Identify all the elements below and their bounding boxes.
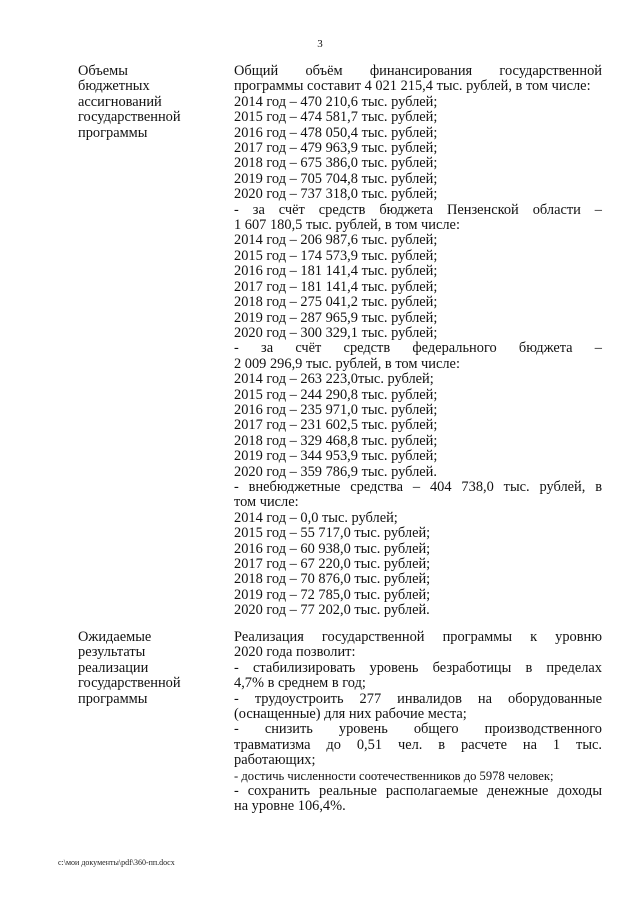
result-item-line: работающих; [234, 752, 316, 769]
year-line: 2017 год – 231 602,5 тыс. рублей; [234, 417, 438, 434]
label-line: Ожидаемые [78, 629, 152, 645]
result-item-line: - трудоустроить 277 инвалидов на оборудованные [234, 690, 602, 707]
label-line: реализации [78, 659, 149, 676]
year-line: 2020 год – 737 318,0 тыс. рублей; [234, 186, 438, 203]
year-line: 2017 год – 67 220,0 тыс. рублей; [234, 556, 431, 572]
year-line: 2019 год – 344 953,9 тыс. рублей; [234, 448, 438, 465]
result-item-line: - снизить уровень общего производственного [234, 721, 602, 738]
result-item-line: - сохранить реальные располагаемые денежные доходы [234, 783, 602, 800]
result-item-line: травматизма до 0,51 чел. в расчете на 1 тыс. [234, 736, 602, 753]
budget-section-content [234, 64, 602, 619]
year-line: 2015 год – 474 581,7 тыс. рублей; [234, 109, 438, 126]
label-line: программы [78, 690, 148, 707]
results-section-content [234, 630, 602, 815]
result-item-line: - достичь численности соотечественников до 5978 человек; [234, 768, 554, 783]
year-line: 2019 год – 72 785,0 тыс. рублей; [234, 586, 431, 603]
year-line: 2016 год – 235 971,0 тыс. рублей; [234, 401, 438, 418]
regional-budget-line-1: - за счёт средств бюджета Пензенской области – [234, 201, 602, 218]
year-line: 2016 год – 60 938,0 тыс. рублей; [234, 540, 431, 557]
federal-budget-line-1: - за счёт средств федерального бюджета – [234, 340, 602, 357]
year-line: 2014 год – 470 210,6 тыс. рублей; [234, 93, 438, 110]
year-line: 2016 год – 478 050,4 тыс. рублей; [234, 124, 438, 141]
year-line: 2018 год – 675 386,0 тыс. рублей; [234, 155, 438, 172]
year-line: 2017 год – 181 141,4 тыс. рублей; [234, 278, 438, 295]
label-line: программы [78, 124, 148, 141]
year-line: 2018 год – 329 468,8 тыс. рублей; [234, 432, 438, 449]
label-line: ассигнований [78, 93, 162, 110]
year-line: 2019 год – 287 965,9 тыс. рублей; [234, 309, 438, 326]
result-item-line: (оснащенные) для них рабочие места; [234, 706, 467, 723]
result-item-line: 4,7% в среднем в год; [234, 675, 366, 692]
year-line: 2015 год – 174 573,9 тыс. рублей; [234, 247, 438, 264]
label-line: Объемы [78, 63, 128, 79]
year-line: 2020 год – 359 786,9 тыс. рублей. [234, 463, 437, 480]
label-line: результаты [78, 644, 146, 661]
result-item-line: на уровне 106,4%. [234, 798, 346, 815]
file-path-footer: c:\мои документы\pdf\360-пп.docx [58, 858, 175, 867]
year-line: 2015 год – 244 290,8 тыс. рублей; [234, 386, 438, 403]
year-line: 2017 год – 479 963,9 тыс. рублей; [234, 140, 438, 157]
label-line: государственной [78, 675, 181, 692]
federal-budget-line-2: 2 009 296,9 тыс. рублей, в том числе: [234, 355, 460, 372]
year-line: 2018 год – 275 041,2 тыс. рублей; [234, 294, 438, 311]
page-number: 3 [317, 38, 323, 50]
results-section-label [78, 630, 218, 707]
result-item-line: - стабилизировать уровень безработицы в пределах [234, 659, 602, 676]
year-line: 2019 год – 705 704,8 тыс. рублей; [234, 170, 438, 187]
year-line: 2016 год – 181 141,4 тыс. рублей; [234, 263, 438, 280]
year-line: 2020 год – 77 202,0 тыс. рублей. [234, 602, 430, 619]
total-funding-line-1: Общий объём финансирования государственной [234, 63, 602, 79]
year-line: 2014 год – 0,0 тыс. рублей; [234, 509, 398, 526]
extrabudget-line-2: том числе: [234, 494, 299, 511]
year-line: 2014 год – 263 223,0тыс. рублей; [234, 371, 434, 388]
total-funding-line-2: программы составит 4 021 215,4 тыс. рублей, в том числе: [234, 78, 591, 95]
year-line: 2018 год – 70 876,0 тыс. рублей; [234, 571, 431, 588]
extrabudget-line-1: - внебюджетные средства – 404 738,0 тыс. рублей, в [234, 478, 602, 495]
results-intro-line-1: Реализация государственной программы к уровню [234, 629, 602, 645]
results-intro-line-2: 2020 года позволит: [234, 644, 356, 661]
label-line: бюджетных [78, 78, 150, 95]
year-line: 2020 год – 300 329,1 тыс. рублей; [234, 324, 438, 341]
regional-budget-line-2: 1 607 180,5 тыс. рублей, в том числе: [234, 217, 460, 234]
year-line: 2014 год – 206 987,6 тыс. рублей; [234, 232, 438, 249]
label-line: государственной [78, 109, 181, 126]
year-line: 2015 год – 55 717,0 тыс. рублей; [234, 525, 431, 542]
budget-section-label [78, 64, 218, 141]
